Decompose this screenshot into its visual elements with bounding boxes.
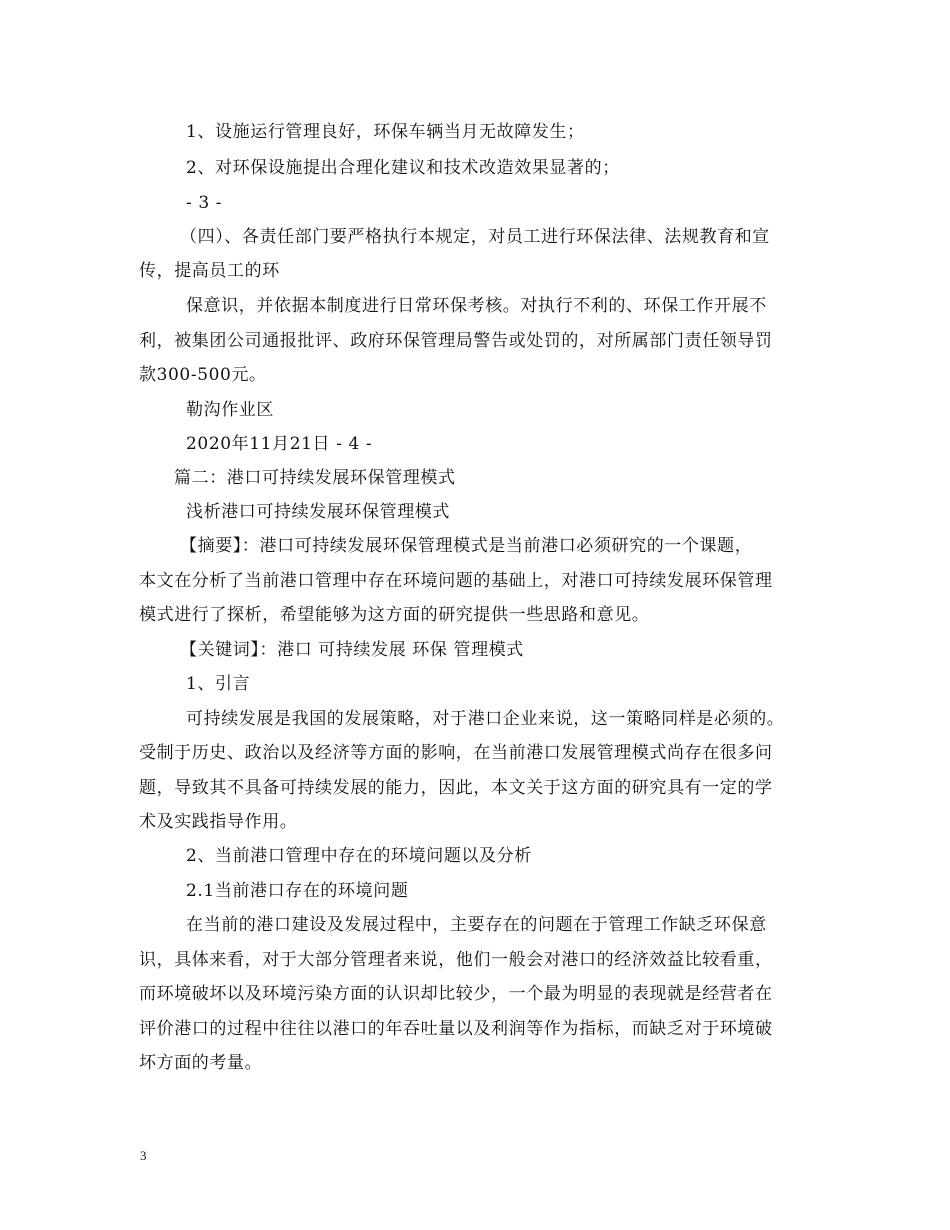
text-line: 题，导致其不具备可持续发展的能力，因此，本文关于这方面的研究具有一定的学	[139, 778, 773, 798]
text-line: 评价港口的过程中往往以港口的年吞吐量以及利润等作为指标，而缺乏对于环境破	[139, 1019, 773, 1039]
signature-org: 勒沟作业区	[186, 400, 274, 420]
text-line: 受制于历史、政治以及经济等方面的影响，在当前港口发展管理模式尚存在很多问	[139, 743, 773, 763]
article-title: 浅析港口可持续发展环保管理模式	[186, 502, 450, 522]
page-number: 3	[140, 1148, 147, 1163]
heading-section-2-1: 2.1当前港口存在的环境问题	[186, 881, 409, 901]
text-line: 可持续发展是我国的发展策略，对于港口企业来说，这一策略同样是必须的。	[186, 709, 785, 729]
text-line: 术及实践指导作用。	[139, 812, 298, 832]
abstract-line: 本文在分析了当前港口管理中存在环境问题的基础上，对港口可持续发展环保管理	[139, 571, 773, 591]
text-line: 传，提高员工的环	[139, 261, 280, 281]
text-line: 坏方面的考量。	[139, 1053, 263, 1073]
abstract-line: 【摘要】：港口可持续发展环保管理模式是当前港口必须研究的一个课题，	[180, 536, 753, 556]
keywords-line: 【关键词】：港口 可持续发展 环保 管理模式	[180, 640, 524, 660]
text-line: 识，具体来看，对于大部分管理者来说，他们一般会对港口的经济效益比较看重，	[139, 950, 773, 970]
text-line: 款300-500元。	[139, 365, 267, 385]
text-line: 保意识，并依据本制度进行日常环保考核。对执行不利的、环保工作开展不	[186, 296, 767, 316]
text-line: （四）、各责任部门要严格执行本规定，对员工进行环保法律、法规教育和宣	[180, 227, 770, 247]
text-line: 利，被集团公司通报批评、政府环保管理局警告或处罚的，对所属部门责任领导罚	[139, 331, 773, 351]
text-line: 而环境破坏以及环境污染方面的认识却比较少，一个最为明显的表现就是经营者在	[139, 984, 773, 1004]
heading-section-2: 2、当前港口管理中存在的环境问题以及分析	[186, 846, 532, 866]
signature-date: 2020年11月21日 - 4 -	[186, 434, 373, 454]
text-line: 2、对环保设施提出合理化建议和技术改造效果显著的；	[186, 158, 620, 178]
page-marker: - 3 -	[186, 193, 223, 213]
text-line: 1、设施运行管理良好，环保车辆当月无故障发生；	[186, 122, 585, 142]
abstract-line: 模式进行了探析，希望能够为这方面的研究提供一些思路和意见。	[139, 605, 650, 625]
section-title: 篇二：港口可持续发展环保管理模式	[174, 468, 456, 488]
heading-introduction: 1、引言	[186, 674, 251, 694]
text-line: 在当前的港口建设及发展过程中，主要存在的问题在于管理工作缺乏环保意	[186, 915, 767, 935]
